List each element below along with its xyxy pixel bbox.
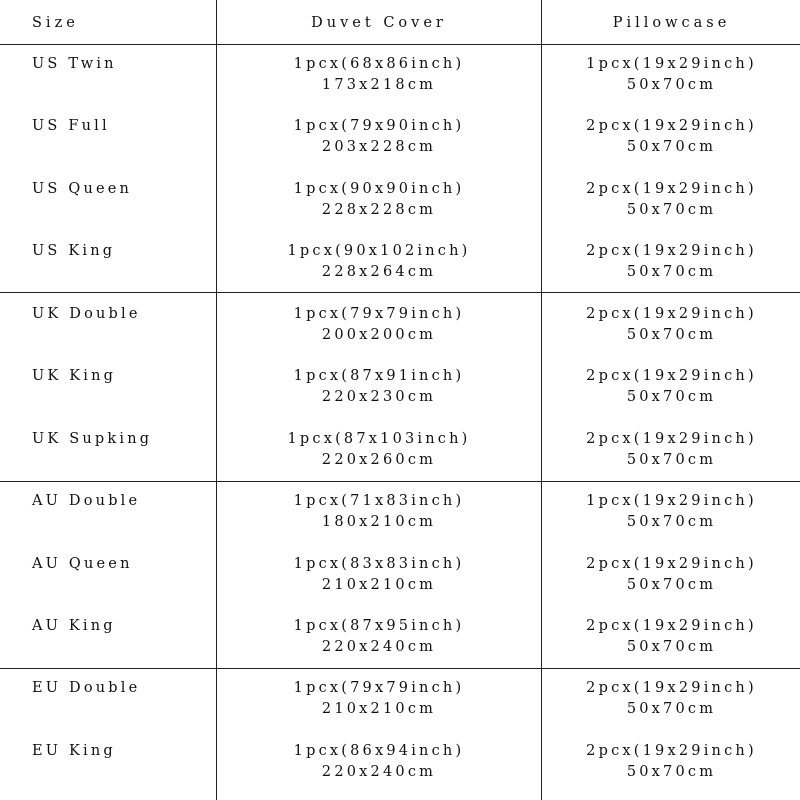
duvet-cover-dimensions	[218, 179, 540, 221]
duvet-cover-dimensions	[218, 491, 540, 533]
pillowcase-inch-size: 1pcx(19x29inch)	[586, 56, 757, 72]
pillowcase-inch-size: 2pcx(19x29inch)	[586, 743, 757, 759]
duvet-inch-size: 1pcx(87x91inch)	[293, 368, 465, 384]
duvet-inch-size: 1pcx(79x79inch)	[293, 680, 465, 696]
duvet-cover-dimensions	[218, 54, 540, 96]
pillowcase-dimensions	[543, 554, 800, 596]
size-label: EU Double	[32, 680, 141, 696]
duvet-cm-size: 173x218cm	[321, 77, 437, 93]
size-label: AU Double	[32, 493, 141, 509]
pillowcase-dimensions	[543, 179, 800, 221]
size-label: US Full	[32, 118, 110, 134]
pillowcase-dimensions	[543, 429, 800, 471]
group-divider-au	[0, 481, 800, 482]
pillowcase-inch-size: 2pcx(19x29inch)	[586, 306, 757, 322]
pillowcase-dimensions	[543, 54, 800, 96]
column-divider	[216, 0, 217, 800]
duvet-cm-size: 220x240cm	[321, 764, 437, 780]
size-label: US Twin	[32, 56, 117, 72]
pillowcase-cm-size: 50x70cm	[626, 577, 717, 593]
group-divider-eu	[0, 668, 800, 669]
duvet-inch-size: 1pcx(87x103inch)	[287, 431, 471, 447]
duvet-cover-dimensions	[218, 429, 540, 471]
pillowcase-dimensions	[543, 366, 800, 408]
duvet-inch-size: 1pcx(90x90inch)	[293, 181, 465, 197]
duvet-cover-dimensions	[218, 678, 540, 720]
pillowcase-cm-size: 50x70cm	[626, 389, 717, 405]
duvet-cover-dimensions	[218, 366, 540, 408]
duvet-inch-size: 1pcx(68x86inch)	[293, 56, 465, 72]
pillowcase-cm-size: 50x70cm	[626, 764, 717, 780]
pillowcase-inch-size: 2pcx(19x29inch)	[586, 556, 757, 572]
duvet-cm-size: 228x264cm	[321, 264, 437, 280]
size-label: AU Queen	[32, 556, 133, 572]
duvet-cover-dimensions	[218, 304, 540, 346]
pillowcase-cm-size: 50x70cm	[626, 452, 717, 468]
duvet-cm-size: 220x260cm	[321, 452, 437, 468]
duvet-cm-size: 220x240cm	[321, 639, 437, 655]
duvet-cover-dimensions	[218, 116, 540, 158]
duvet-cm-size: 200x200cm	[321, 327, 437, 343]
pillowcase-dimensions	[543, 491, 800, 533]
pillowcase-cm-size: 50x70cm	[626, 639, 717, 655]
group-divider-uk	[0, 292, 800, 293]
pillowcase-inch-size: 1pcx(19x29inch)	[586, 493, 757, 509]
duvet-cm-size: 210x210cm	[321, 701, 437, 717]
pillowcase-inch-size: 2pcx(19x29inch)	[586, 243, 757, 259]
duvet-cm-size: 180x210cm	[321, 514, 437, 530]
pillowcase-cm-size: 50x70cm	[626, 264, 717, 280]
pillowcase-cm-size: 50x70cm	[626, 139, 717, 155]
pillowcase-cm-size: 50x70cm	[626, 514, 717, 530]
duvet-cm-size: 203x228cm	[321, 139, 437, 155]
pillowcase-dimensions	[543, 741, 800, 783]
pillowcase-inch-size: 2pcx(19x29inch)	[586, 118, 757, 134]
pillowcase-inch-size: 2pcx(19x29inch)	[586, 181, 757, 197]
pillowcase-inch-size: 2pcx(19x29inch)	[586, 431, 757, 447]
duvet-inch-size: 1pcx(86x94inch)	[293, 743, 465, 759]
duvet-cover-dimensions	[218, 554, 540, 596]
duvet-inch-size: 1pcx(87x95inch)	[293, 618, 465, 634]
size-label: UK Double	[32, 306, 141, 322]
pillowcase-cm-size: 50x70cm	[626, 77, 717, 93]
header-pillowcase: Pillowcase	[612, 15, 731, 31]
duvet-cm-size: 220x230cm	[321, 389, 437, 405]
duvet-cover-dimensions	[218, 241, 540, 283]
duvet-inch-size: 1pcx(79x79inch)	[293, 306, 465, 322]
header-duvet-cover: Duvet Cover	[311, 15, 447, 31]
size-label: EU King	[32, 743, 116, 759]
duvet-cm-size: 228x228cm	[321, 202, 437, 218]
pillowcase-cm-size: 50x70cm	[626, 202, 717, 218]
pillowcase-dimensions	[543, 678, 800, 720]
duvet-cover-dimensions	[218, 616, 540, 658]
pillowcase-dimensions	[543, 116, 800, 158]
pillowcase-inch-size: 2pcx(19x29inch)	[586, 368, 757, 384]
pillowcase-cm-size: 50x70cm	[626, 327, 717, 343]
duvet-cover-dimensions	[218, 741, 540, 783]
pillowcase-inch-size: 2pcx(19x29inch)	[586, 618, 757, 634]
pillowcase-dimensions	[543, 304, 800, 346]
duvet-cm-size: 210x210cm	[321, 577, 437, 593]
pillowcase-inch-size: 2pcx(19x29inch)	[586, 680, 757, 696]
size-label: UK Supking	[32, 431, 153, 447]
duvet-inch-size: 1pcx(79x90inch)	[293, 118, 465, 134]
size-label: US Queen	[32, 181, 133, 197]
column-divider	[541, 0, 542, 800]
size-label: AU King	[32, 618, 116, 634]
pillowcase-dimensions	[543, 616, 800, 658]
header-size: Size	[32, 15, 79, 31]
pillowcase-cm-size: 50x70cm	[626, 701, 717, 717]
duvet-inch-size: 1pcx(71x83inch)	[293, 493, 465, 509]
duvet-inch-size: 1pcx(90x102inch)	[287, 243, 471, 259]
duvet-inch-size: 1pcx(83x83inch)	[293, 556, 465, 572]
header-divider	[0, 44, 800, 45]
size-label: US King	[32, 243, 116, 259]
size-label: UK King	[32, 368, 117, 384]
pillowcase-dimensions	[543, 241, 800, 283]
